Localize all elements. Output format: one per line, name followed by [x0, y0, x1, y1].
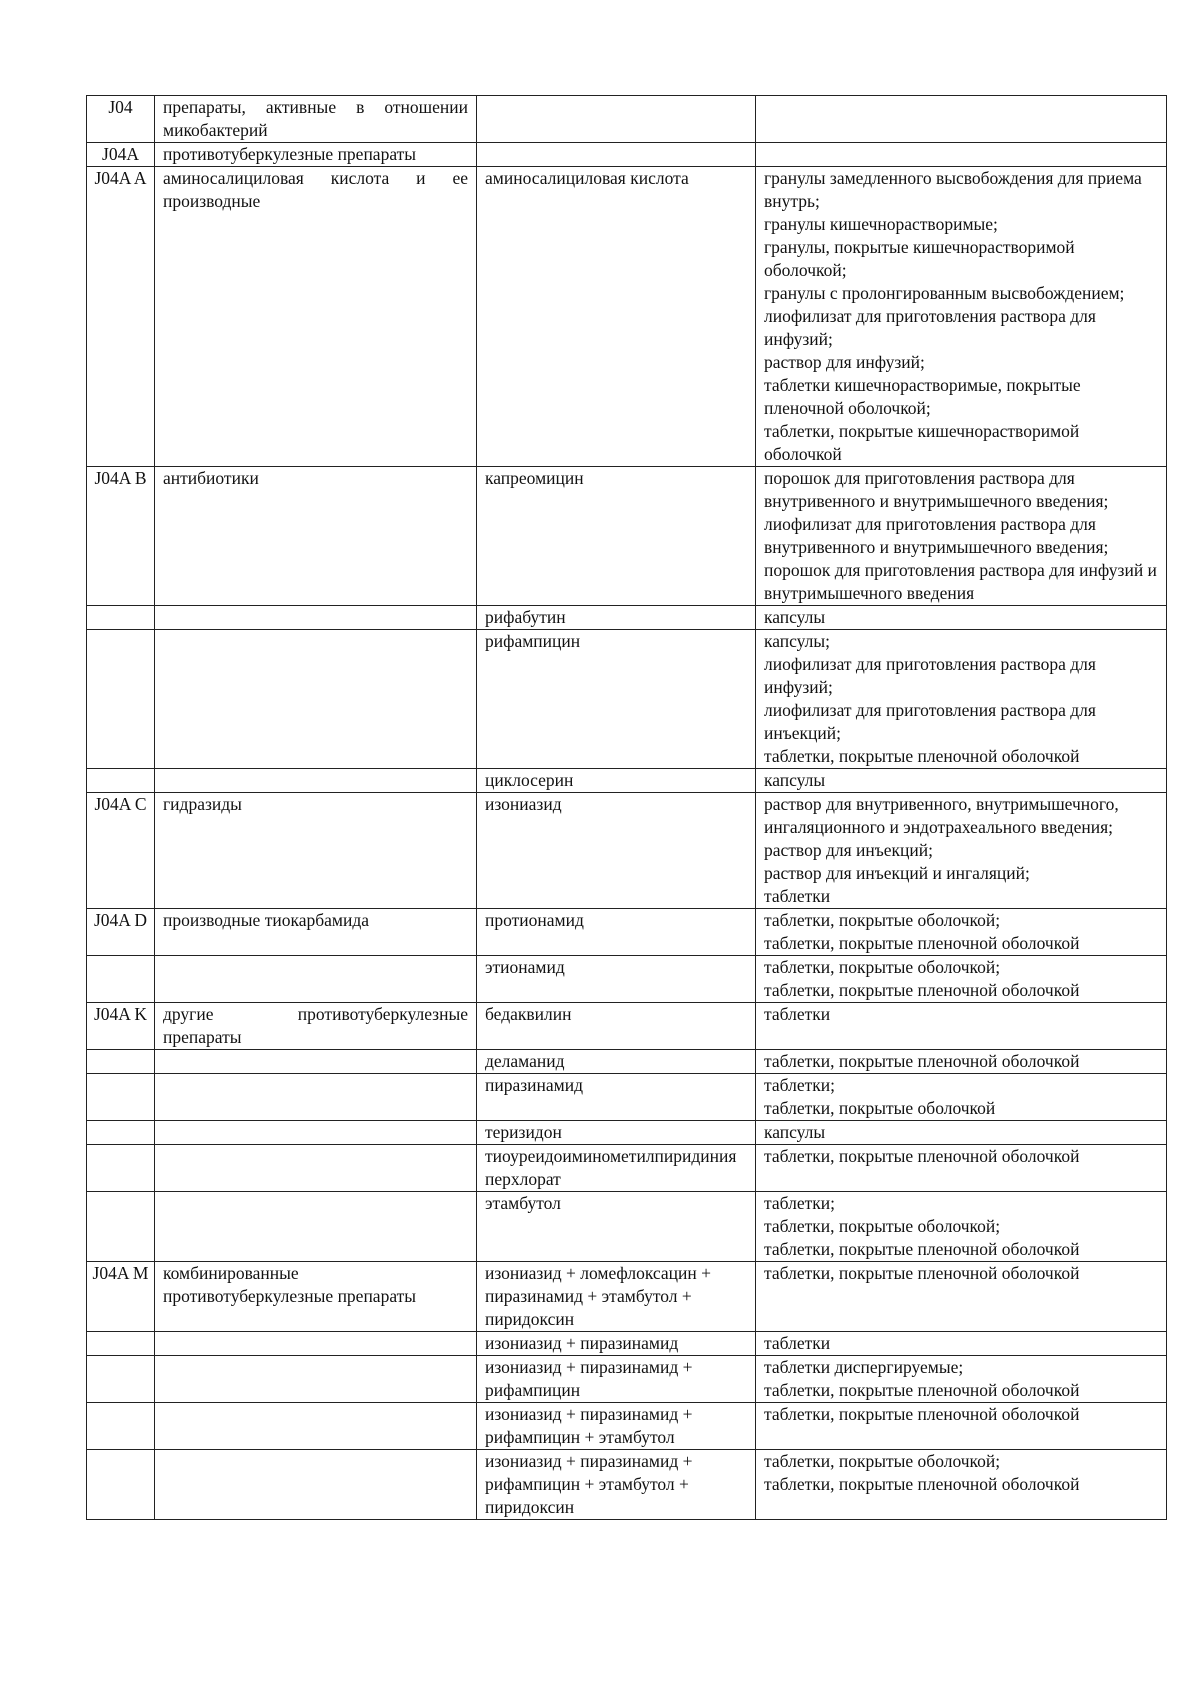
table-row [87, 1332, 1167, 1356]
atc-code-cell [87, 956, 155, 1003]
drug-name-cell: пиразинамид [477, 1074, 756, 1121]
drug-name-cell: аминосалициловая кислота [477, 167, 756, 467]
atc-code-cell [87, 1121, 155, 1145]
drug-name-cell: рифабутин [477, 606, 756, 630]
drug-name-cell: этамбутол [477, 1192, 756, 1262]
dosage-forms-cell: таблетки, покрытые оболочкой; таблетки, покрытые пленочной оболочкой [756, 956, 1167, 1003]
group-name-cell: другие противотуберкулезные препараты [155, 1003, 477, 1050]
dosage-forms-cell: гранулы замедленного высвобождения для приема внутрь; гранулы кишечнорастворимые; гранулы, покрытые кишечнорастворимой оболочкой; гранулы с пролонгированным высвобождением; лиофилизат для приготовления раствора для инфузий; раствор для инфузий; таблетки кишечнорастворимые, покрытые пленочной оболочкой; таблетки, покрытые кишечнорастворимой оболочкой [756, 167, 1167, 467]
table-row [87, 1450, 1167, 1520]
dosage-forms-cell [756, 143, 1167, 167]
table-row [87, 793, 1167, 909]
dosage-forms-cell: таблетки [756, 1332, 1167, 1356]
atc-code-cell: J04A M [87, 1262, 155, 1332]
drug-name-cell [477, 143, 756, 167]
table-row [87, 96, 1167, 143]
drug-name-cell: бедаквилин [477, 1003, 756, 1050]
drug-name-cell: изониазид + пиразинамид [477, 1332, 756, 1356]
table-row [87, 1050, 1167, 1074]
table-row [87, 1262, 1167, 1332]
atc-code-cell [87, 1403, 155, 1450]
drug-name-cell: капреомицин [477, 467, 756, 606]
dosage-forms-cell: таблетки, покрытые пленочной оболочкой [756, 1262, 1167, 1332]
drug-name-cell: изониазид + ломефлоксацин + пиразинамид + этамбутол + пиридоксин [477, 1262, 756, 1332]
table-row [87, 167, 1167, 467]
dosage-forms-cell: таблетки; таблетки, покрытые оболочкой; таблетки, покрытые пленочной оболочкой [756, 1192, 1167, 1262]
dosage-forms-cell: раствор для внутривенного, внутримышечного, ингаляционного и эндотрахеального введения; раствор для инъекций; раствор для инъекций и ингаляций; таблетки [756, 793, 1167, 909]
group-name-cell [155, 956, 477, 1003]
atc-code-cell: J04A C [87, 793, 155, 909]
group-name-cell: аминосалициловая кислота и ее производные [155, 167, 477, 467]
atc-code-cell: J04A A [87, 167, 155, 467]
table-row [87, 1192, 1167, 1262]
atc-code-cell [87, 1332, 155, 1356]
atc-code-cell [87, 1192, 155, 1262]
group-name-cell: препараты, активные в отношении микобактерий [155, 96, 477, 143]
table-row [87, 1121, 1167, 1145]
drug-name-cell: изониазид + пиразинамид + рифампицин [477, 1356, 756, 1403]
table-body [87, 96, 1167, 1520]
table-row [87, 1403, 1167, 1450]
table-row [87, 606, 1167, 630]
table-row [87, 143, 1167, 167]
group-name-cell [155, 630, 477, 769]
group-name-cell [155, 1074, 477, 1121]
table-row [87, 1003, 1167, 1050]
drug-name-cell [477, 96, 756, 143]
drug-name-cell: изониазид + пиразинамид + рифампицин + этамбутол [477, 1403, 756, 1450]
atc-code-cell [87, 1050, 155, 1074]
drug-name-cell: изониазид + пиразинамид + рифампицин + этамбутол + пиридоксин [477, 1450, 756, 1520]
atc-code-cell: J04A [87, 143, 155, 167]
dosage-forms-cell: капсулы; лиофилизат для приготовления раствора для инфузий; лиофилизат для приготовления раствора для инъекций; таблетки, покрытые пленочной оболочкой [756, 630, 1167, 769]
dosage-forms-cell: таблетки диспергируемые; таблетки, покрытые пленочной оболочкой [756, 1356, 1167, 1403]
table-row [87, 1145, 1167, 1192]
dosage-forms-cell: таблетки, покрытые оболочкой; таблетки, покрытые пленочной оболочкой [756, 909, 1167, 956]
table-row [87, 630, 1167, 769]
dosage-forms-cell: таблетки, покрытые пленочной оболочкой [756, 1050, 1167, 1074]
dosage-forms-cell: таблетки, покрытые пленочной оболочкой [756, 1145, 1167, 1192]
drug-name-cell: рифампицин [477, 630, 756, 769]
dosage-forms-cell: капсулы [756, 769, 1167, 793]
group-name-cell: комбинированные противотуберкулезные препараты [155, 1262, 477, 1332]
group-name-cell: антибиотики [155, 467, 477, 606]
dosage-forms-cell: таблетки, покрытые пленочной оболочкой [756, 1403, 1167, 1450]
dosage-forms-cell: капсулы [756, 1121, 1167, 1145]
atc-code-cell [87, 1145, 155, 1192]
dosage-forms-cell [756, 96, 1167, 143]
group-name-cell [155, 1050, 477, 1074]
dosage-forms-cell: таблетки; таблетки, покрытые оболочкой [756, 1074, 1167, 1121]
dosage-forms-cell: капсулы [756, 606, 1167, 630]
table-row [87, 769, 1167, 793]
dosage-forms-cell: таблетки, покрытые оболочкой; таблетки, покрытые пленочной оболочкой [756, 1450, 1167, 1520]
dosage-forms-cell: таблетки [756, 1003, 1167, 1050]
table-row [87, 467, 1167, 606]
drug-name-cell: тиоуреидоиминометилпиридиния перхлорат [477, 1145, 756, 1192]
group-name-cell: противотуберкулезные препараты [155, 143, 477, 167]
group-name-cell [155, 1356, 477, 1403]
drug-name-cell: теризидон [477, 1121, 756, 1145]
group-name-cell [155, 1403, 477, 1450]
atc-code-cell: J04 [87, 96, 155, 143]
atc-code-cell [87, 769, 155, 793]
atc-code-cell: J04A K [87, 1003, 155, 1050]
atc-code-cell: J04A D [87, 909, 155, 956]
group-name-cell: гидразиды [155, 793, 477, 909]
atc-code-cell [87, 1074, 155, 1121]
drug-name-cell: изониазид [477, 793, 756, 909]
group-name-cell [155, 1192, 477, 1262]
table-row [87, 909, 1167, 956]
atc-code-cell [87, 606, 155, 630]
group-name-cell [155, 1121, 477, 1145]
group-name-cell [155, 769, 477, 793]
table-row [87, 1356, 1167, 1403]
group-name-cell: производные тиокарбамида [155, 909, 477, 956]
table-row [87, 956, 1167, 1003]
dosage-forms-cell: порошок для приготовления раствора для внутривенного и внутримышечного введения; лиофилизат для приготовления раствора для внутривенного и внутримышечного введения; порошок для приготовления раствора для инфузий и внутримышечного введения [756, 467, 1167, 606]
atc-code-cell [87, 630, 155, 769]
drug-table [86, 95, 1167, 1520]
group-name-cell [155, 1145, 477, 1192]
group-name-cell [155, 1450, 477, 1520]
drug-name-cell: деламанид [477, 1050, 756, 1074]
group-name-cell [155, 1332, 477, 1356]
table-row [87, 1074, 1167, 1121]
drug-name-cell: этионамид [477, 956, 756, 1003]
drug-name-cell: протионамид [477, 909, 756, 956]
group-name-cell [155, 606, 477, 630]
atc-code-cell [87, 1450, 155, 1520]
atc-code-cell: J04A B [87, 467, 155, 606]
drug-name-cell: циклосерин [477, 769, 756, 793]
atc-code-cell [87, 1356, 155, 1403]
